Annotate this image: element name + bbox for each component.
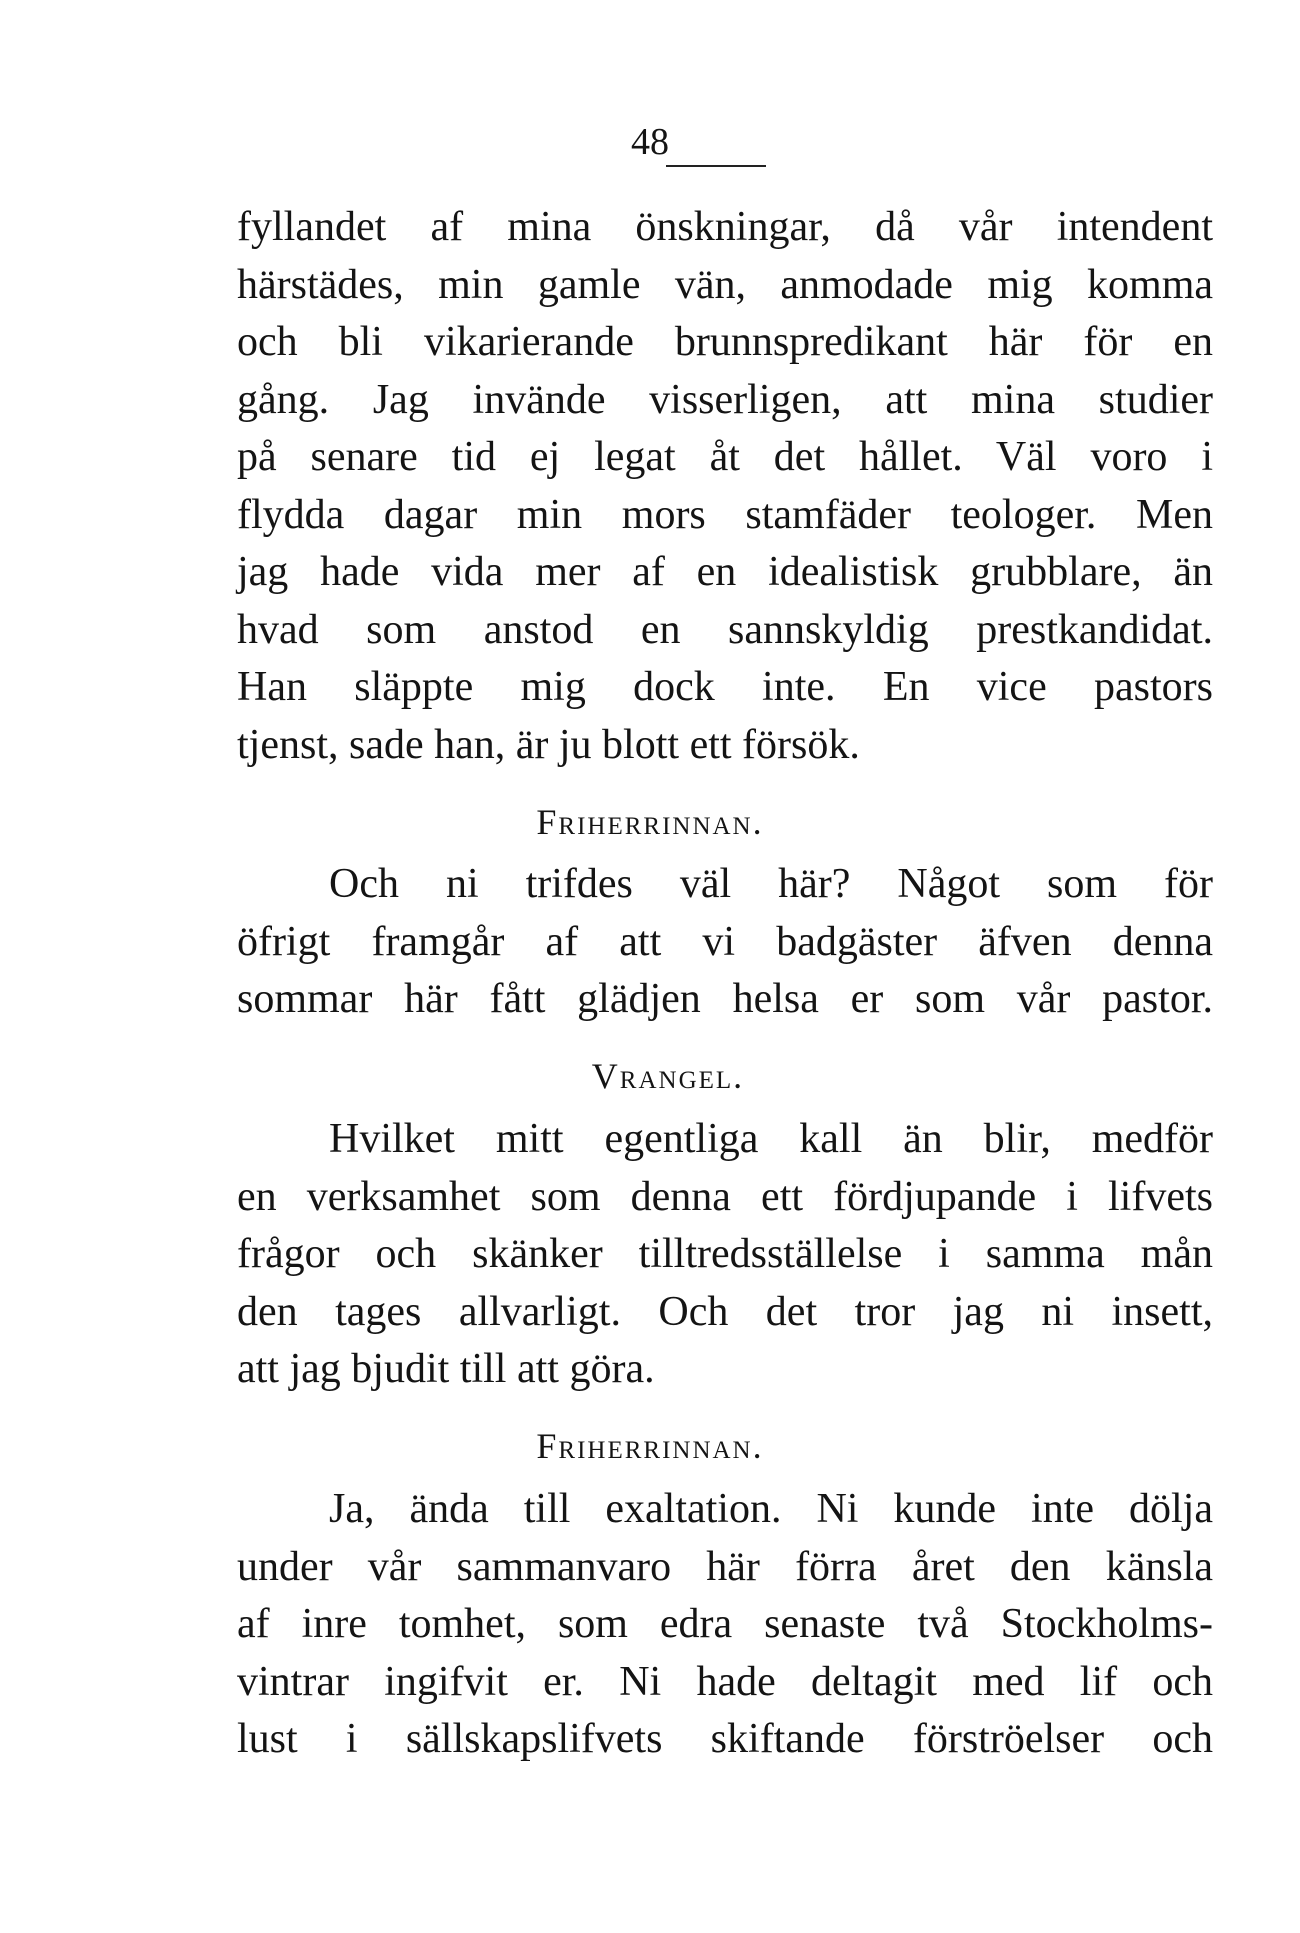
- text-line: flydda dagar min mors stamfäder teologer. Men: [237, 492, 1213, 538]
- text-line: en verksamhet som denna ett fördjupande i lifvets: [237, 1174, 1213, 1220]
- text-line: vintrar ingifvit er. Ni hade deltagit med lif och: [237, 1659, 1213, 1705]
- text-line: Hvilket mitt egentliga kall än blir, medför: [329, 1116, 1213, 1162]
- text-line: frågor och skänker tilltredsställelse i samma mån: [237, 1231, 1213, 1277]
- text-line: lust i sällskapslifvets skiftande förströelser och: [237, 1716, 1213, 1762]
- page-number: 48: [631, 121, 669, 163]
- text-line: af inre tomhet, som edra senaste två Stockholms-: [237, 1601, 1213, 1647]
- text-line: härstädes, min gamle vän, anmodade mig komma: [237, 262, 1213, 308]
- text-line: Ja, ända till exaltation. Ni kunde inte dölja: [329, 1486, 1213, 1532]
- text-line: tjenst, sade han, är ju blott ett försök.: [237, 722, 860, 768]
- text-line: under vår sammanvaro här förra året den känsla: [237, 1544, 1213, 1590]
- text-line: på senare tid ej legat åt det hållet. Väl voro i: [237, 434, 1213, 480]
- speaker-heading: Friherrinnan.: [536, 802, 764, 842]
- text-line: att jag bjudit till att göra.: [237, 1346, 655, 1392]
- text-line: fyllandet af mina önskningar, då vår intendent: [237, 204, 1213, 250]
- text-line: den tages allvarligt. Och det tror jag ni insett,: [237, 1289, 1213, 1335]
- text-line: Och ni trifdes väl här? Något som för: [329, 861, 1213, 907]
- page-number-rule: [666, 165, 766, 167]
- text-line: sommar här fått glädjen helsa er som vår pastor.: [237, 976, 1213, 1022]
- speaker-heading: Vrangel.: [591, 1056, 745, 1096]
- text-line: jag hade vida mer af en idealistisk grubblare, än: [237, 549, 1213, 595]
- text-line: gång. Jag invände visserligen, att mina studier: [237, 377, 1213, 423]
- text-line: öfrigt framgår af att vi badgäster äfven denna: [237, 919, 1213, 965]
- text-line: och bli vikarierande brunnspredikant här för en: [237, 319, 1213, 365]
- text-line: hvad som anstod en sannskyldig prestkandidat.: [237, 607, 1213, 653]
- speaker-heading: Friherrinnan.: [536, 1426, 764, 1466]
- text-line: Han släppte mig dock inte. En vice pastors: [237, 664, 1213, 710]
